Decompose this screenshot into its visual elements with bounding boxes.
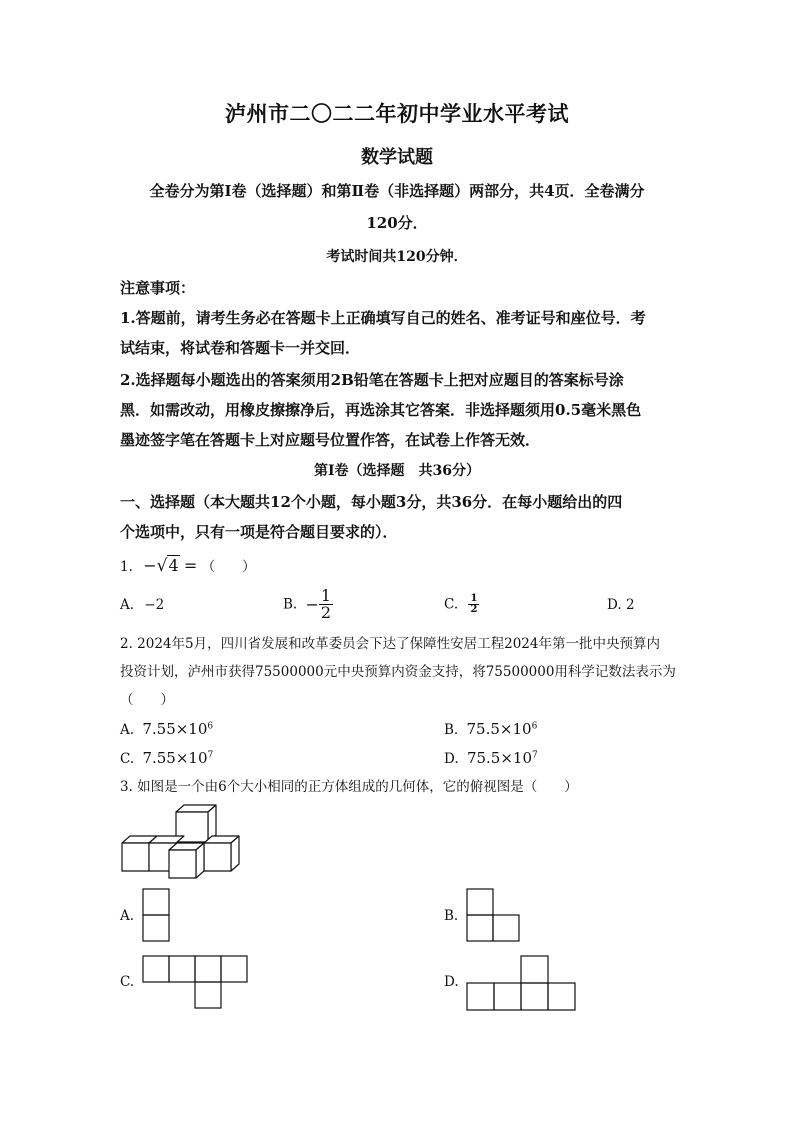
q1-answer-paren: （ ） — [201, 559, 256, 575]
q1-option-a-value: −2 — [144, 597, 165, 613]
q3-option-b-figure — [466, 888, 526, 944]
notice-item-2-line-1: 2.选择题每小题选出的答案须用2B铅笔在答题卡上把对应题目的答案标号涂 — [120, 371, 624, 389]
q2-option-b-exponent: 6 — [531, 721, 538, 732]
q2-option-a — [120, 720, 213, 738]
section-heading: 第Ⅰ卷（选择题 共36分） — [313, 463, 481, 479]
q2-option-c-label: C. — [120, 751, 135, 767]
q1-option-d — [607, 597, 635, 613]
q1-option-d-label: D. — [607, 597, 622, 613]
q1-option-b-denominator: 2 — [320, 603, 332, 622]
q3-line-1: 3. 如图是一个由6个大小相同的正方体组成的几何体，它的俯视图是（ ） — [120, 779, 578, 795]
q1-minus: − — [143, 556, 157, 575]
q3-option-c-figure — [142, 955, 252, 1011]
q1-option-d-value: 2 — [625, 597, 635, 613]
intro-line-2: 120分． — [366, 214, 428, 232]
q1-option-b-sign: − — [305, 595, 319, 614]
q1-option-b-numerator: 1 — [320, 586, 332, 605]
q1-option-c-label: C. — [444, 596, 459, 613]
q1-number: 1. — [120, 559, 133, 575]
time-line: 考试时间共120分钟． — [326, 249, 468, 265]
q3-option-d-label: D. — [444, 974, 459, 990]
notice-item-2-line-2: 黑．如需改动，用橡皮擦擦净后，再选涂其它答案．非选择题须用0.5毫米黑色 — [120, 401, 642, 419]
notice-item-2-line-3: 墨迹签字笔在答题卡上对应题号位置作答，在试卷上作答无效． — [120, 431, 541, 449]
q2-option-a-exponent: 6 — [207, 721, 214, 732]
question-1 — [120, 552, 680, 581]
q3-option-b-label: B. — [444, 908, 459, 924]
q1-option-c-denominator: 2 — [470, 604, 478, 615]
q1-option-a — [120, 597, 164, 613]
q2-line-1: 2. 2024年5月，四川省发展和改革委员会下达了保障性安居工程2024年第一批中央预算内 — [120, 636, 660, 652]
q2-option-d-label: D. — [444, 751, 459, 767]
notice-item-1-line-2: 试结束，将试卷和答题卡一并交回． — [120, 339, 361, 357]
q1-option-c-numerator: 1 — [470, 593, 478, 604]
q1-equals: = — [183, 556, 198, 575]
q1-option-a-label: A. — [120, 597, 135, 613]
q1-radicand: 4 — [168, 556, 179, 575]
q2-option-c-exponent: 7 — [207, 750, 214, 761]
q2-option-b — [444, 720, 537, 738]
sqrt-sign-icon: √ — [156, 556, 168, 576]
q3-cube-figure — [118, 802, 248, 882]
q1-option-c-fraction — [468, 594, 479, 615]
exam-subject: 数学试题 — [361, 147, 433, 168]
q2-option-d — [444, 749, 538, 767]
section-instruction-line-1: 一、选择题（本大题共12个小题，每小题3分，共36分．在每小题给出的四 — [120, 493, 623, 511]
q3-option-a-label: A. — [120, 908, 135, 924]
notice-item-1-line-1: 1.答题前，请考生务必在答题卡上正确填写自己的姓名、准考证号和座位号．考 — [120, 309, 646, 327]
notice-heading: 注意事项： — [120, 279, 196, 297]
q2-option-c — [120, 749, 213, 767]
q1-option-b-fraction — [319, 588, 333, 621]
q1-option-c — [444, 594, 479, 615]
exam-title: 泸州市二〇二二年初中学业水平考试 — [225, 101, 569, 126]
intro-line-1: 全卷分为第Ⅰ卷（选择题）和第Ⅱ卷（非选择题）两部分，共4页．全卷满分 — [149, 182, 645, 200]
q2-option-b-base: 75.5×10 — [466, 720, 532, 738]
q3-option-c-label: C. — [120, 974, 135, 990]
q2-line-3: （ ） — [120, 692, 174, 708]
q2-line-2: 投资计划，泸州市获得75500000元中央预算内资金支持，将75500000用科学记数法表示为 — [120, 664, 676, 680]
q2-option-b-label: B. — [444, 722, 459, 738]
q2-option-c-base: 7.55×10 — [142, 749, 208, 767]
q2-option-a-label: A. — [120, 722, 135, 738]
q2-option-d-base: 75.5×10 — [466, 749, 532, 767]
q2-option-d-exponent: 7 — [532, 750, 538, 761]
q1-option-b-label: B. — [283, 596, 298, 613]
q3-option-a-figure — [142, 888, 172, 944]
q3-option-d-figure — [466, 955, 578, 1011]
q1-option-b — [283, 588, 333, 621]
section-instruction-line-2: 个选项中，只有一项是符合题目要求的）． — [120, 523, 398, 541]
q2-option-a-base: 7.55×10 — [142, 720, 208, 738]
